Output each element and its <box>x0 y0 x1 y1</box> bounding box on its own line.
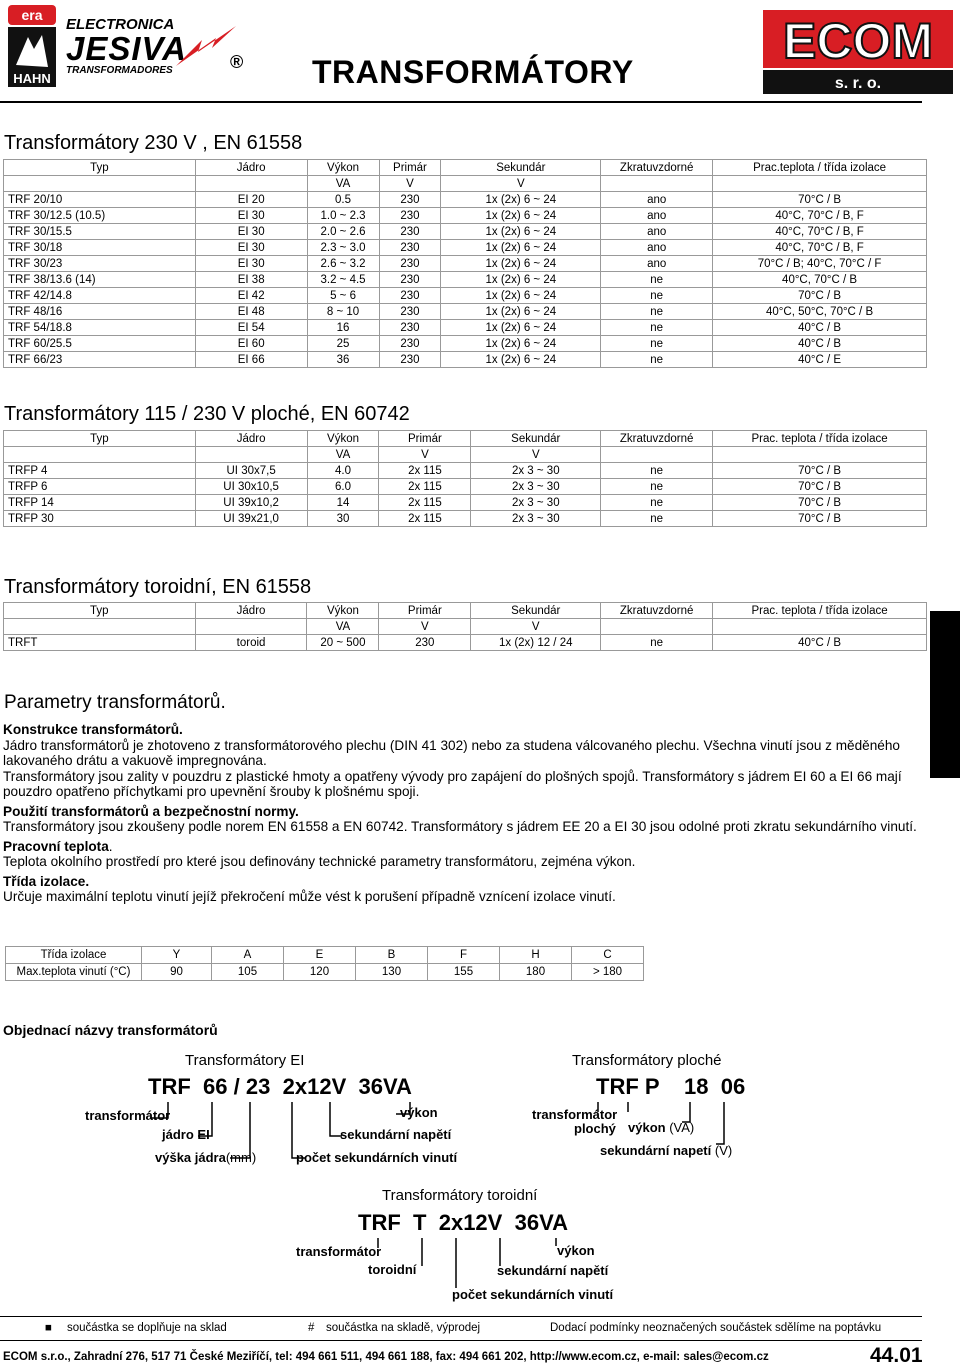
iso-cell: 120 <box>284 964 356 981</box>
table-row <box>4 352 927 368</box>
table-cell: ne <box>601 511 713 527</box>
table-row <box>4 256 927 272</box>
table-cell: 1x (2x) 6 ~ 24 <box>441 240 601 256</box>
table-units-row <box>4 176 927 192</box>
label-transformator: transformátor <box>85 1108 171 1123</box>
table-cell: ne <box>601 336 713 352</box>
section3-title: Transformátory toroidní, EN 61558 <box>4 576 312 598</box>
legend-item3: Dodací podmínky neoznačených součástek sdělíme na poptávku <box>550 1322 882 1334</box>
table-cell: 36 <box>307 352 379 368</box>
table-cell: 70°C / B <box>713 511 927 527</box>
table-cell: ne <box>601 495 713 511</box>
table-cell: ano <box>601 224 713 240</box>
table-cell: 40°C / B <box>713 320 927 336</box>
col-header: Prac.teplota / třída izolace <box>713 160 927 176</box>
params-p3: Transformátory jsou zkoušeny podle norem EN 61558 a EN 60742. Transformátory s jádrem EE 20 a EI 30 jsou odolné proti zkratu sekundárního vinutí. <box>3 819 917 834</box>
code-part: 12 <box>463 1210 488 1235</box>
col-header: Primár <box>379 603 471 619</box>
table-cell: TRFP 30 <box>4 511 196 527</box>
unit-cell: VA <box>307 619 379 635</box>
table-cell: EI 38 <box>195 272 307 288</box>
table-cell: 1x (2x) 6 ~ 24 <box>441 320 601 336</box>
table-cell: 40°C / B <box>713 336 927 352</box>
label-toroid-vykon: výkon <box>557 1243 595 1258</box>
table-cell: 40°C, 70°C / B, F <box>713 208 927 224</box>
unit-cell: V <box>379 447 471 463</box>
section2-table-body <box>4 463 927 527</box>
table-cell: 70°C / B <box>713 495 927 511</box>
code-part: 2 <box>282 1074 295 1099</box>
section1-table-body <box>4 192 927 368</box>
table-cell: TRFP 6 <box>4 479 196 495</box>
col-header: Typ <box>4 160 196 176</box>
label-flat-napeti-text: sekundární napetí <box>600 1143 712 1158</box>
ordering-ei-code <box>148 1074 412 1100</box>
table-cell: 2x 3 ~ 30 <box>471 511 601 527</box>
col-header: Jádro <box>195 160 307 176</box>
table-cell: 20 ~ 500 <box>307 635 379 651</box>
table-cell: 2x 3 ~ 30 <box>471 479 601 495</box>
params-p2: Transformátory jsou zality v pouzdru z plastické hmoty a opatřeny vývody pro zapájení do plošných spojů. Transformátory s jádrem EI 60 a EI 66 mají pouzdro opatřeno příchytkami pro upevnění šrouby k plošnému spoji. <box>3 768 902 799</box>
table-cell: ano <box>601 256 713 272</box>
table-cell: ano <box>601 208 713 224</box>
unit-cell <box>4 176 196 192</box>
section2-table <box>3 430 927 527</box>
table-cell: 70°C / B <box>713 479 927 495</box>
table-cell: 230 <box>379 304 441 320</box>
table-cell: EI 30 <box>195 240 307 256</box>
table-row <box>4 272 927 288</box>
table-cell: TRFT <box>4 635 196 651</box>
code-part: / <box>233 1074 240 1099</box>
table-cell: 40°C, 50°C, 70°C / B <box>713 304 927 320</box>
unit-cell <box>195 447 307 463</box>
era-logo-text: era <box>21 7 43 23</box>
table-cell: TRF 38/13.6 (14) <box>4 272 196 288</box>
col-header: Typ <box>4 431 196 447</box>
ordering-flat-heading: Transformátory ploché <box>572 1052 722 1069</box>
ordering-toroid-heading: Transformátory toroidní <box>382 1187 538 1204</box>
table-cell: ne <box>601 463 713 479</box>
table-cell: 2x 3 ~ 30 <box>471 463 601 479</box>
page-title: TRANSFORMÁTORY <box>312 54 634 90</box>
section-tab-letter: D <box>932 718 947 740</box>
table-cell: 5 ~ 6 <box>307 288 379 304</box>
table-row <box>4 208 927 224</box>
table-cell: 1x (2x) 6 ~ 24 <box>441 208 601 224</box>
hahn-logo-text: HAHN <box>13 71 51 86</box>
col-header: Jádro <box>195 603 307 619</box>
params-heading-temp: Pracovní teplota <box>3 838 109 854</box>
table-cell: 1x (2x) 6 ~ 24 <box>441 304 601 320</box>
table-cell: 230 <box>379 240 441 256</box>
iso-cell: 105 <box>212 964 284 981</box>
table-cell: toroid <box>195 635 307 651</box>
unit-cell <box>4 447 196 463</box>
unit-cell <box>713 447 927 463</box>
table-cell: TRF 30/15.5 <box>4 224 196 240</box>
label-flat-vykon-unit: (VA) <box>669 1120 695 1135</box>
params-p5: Určuje maximální teplotu vinutí jejíž překročení může vést k porušení případně vznícení izolace vinutí. <box>3 889 616 904</box>
label-vykon: výkon <box>400 1105 438 1120</box>
table-row <box>4 304 927 320</box>
params-heading-construction: Konstrukce transformátorů. <box>3 722 183 737</box>
col-header: Primár <box>379 431 471 447</box>
code-part: 06 <box>720 1074 746 1099</box>
table-cell: 40°C / B <box>713 635 927 651</box>
table-cell: 4.0 <box>307 463 379 479</box>
unit-cell <box>713 619 927 635</box>
section2-title: Transformátory 115 / 230 V ploché, EN 60742 <box>4 403 410 425</box>
col-header: Prac. teplota / třída izolace <box>713 431 927 447</box>
table-row <box>4 463 927 479</box>
ecom-logo-graphic <box>763 10 953 94</box>
table-cell: 6.0 <box>307 479 379 495</box>
table-cell: 1.0 ~ 2.3 <box>307 208 379 224</box>
params-p1: Jádro transformátorů je zhotoveno z transformátorového plechu (DIN 41 302) nebo za studena válcovaného plechu. Všechna vinutí jsou z měděného lakovaného drátu a vakuově impregnována. <box>3 737 900 768</box>
ordering-title: Objednací názvy transformátorů <box>3 1022 218 1038</box>
table-row <box>4 192 927 208</box>
table-cell: ne <box>601 479 713 495</box>
label-vyska-jadra-unit: (mm) <box>225 1150 257 1165</box>
table-row <box>6 947 644 964</box>
insulation-class-table <box>5 946 644 981</box>
iso-cell: Třída izolace <box>6 947 142 964</box>
table-cell: 2x 115 <box>379 511 471 527</box>
table-cell: 2.3 ~ 3.0 <box>307 240 379 256</box>
table-cell: 230 <box>379 288 441 304</box>
legend-item1-mark: ■ <box>45 1322 52 1334</box>
table-cell: 3.2 ~ 4.5 <box>307 272 379 288</box>
iso-cell: C <box>572 947 644 964</box>
table-cell: 1x (2x) 6 ~ 24 <box>441 352 601 368</box>
col-header: Zkratuvzdorné <box>601 603 713 619</box>
col-header: Sekundár <box>471 603 601 619</box>
col-header: Zkratuvzdorné <box>601 160 713 176</box>
table-row <box>4 320 927 336</box>
table-cell: 2x 115 <box>379 495 471 511</box>
params-title: Parametry transformátorů. <box>4 692 226 713</box>
table-cell: ano <box>601 240 713 256</box>
table-cell: 1x (2x) 6 ~ 24 <box>441 336 601 352</box>
table-cell: UI 39x21,0 <box>195 511 307 527</box>
col-header: Zkratuvzdorné <box>601 431 713 447</box>
code-part: V <box>487 1210 503 1235</box>
table-row <box>4 336 927 352</box>
table-cell: TRF 30/23 <box>4 256 196 272</box>
label-flat-transformator: transformátor <box>532 1107 618 1122</box>
ordering-ei-heading: Transformátory EI <box>185 1052 305 1069</box>
table-cell: UI 30x10,5 <box>195 479 307 495</box>
section3-table-body <box>4 635 927 651</box>
page-number: 44.01 <box>870 1344 923 1367</box>
table-cell: EI 42 <box>195 288 307 304</box>
footer-address: ECOM s.r.o., Zahradní 276, 517 71 České Meziříčí, tel: 494 661 511, 494 661 188, fax: 494 661 202, http://www.ecom.cz, e-mail: sales@ecom.cz <box>3 1351 769 1363</box>
code-part: 2 <box>438 1210 451 1235</box>
iso-cell: F <box>428 947 500 964</box>
brand-line3: TRANSFORMADORES <box>66 65 173 76</box>
section3-table <box>3 602 927 651</box>
col-header: Jádro <box>195 431 307 447</box>
table-cell: 1x (2x) 12 / 24 <box>471 635 601 651</box>
params-heading-temp-tail: . <box>108 838 113 854</box>
params-text <box>3 722 925 905</box>
ordering-flat-code <box>596 1074 745 1100</box>
table-cell: 40°C, 70°C / B, F <box>713 224 927 240</box>
footer-rule <box>0 1340 922 1341</box>
iso-cell: > 180 <box>572 964 644 981</box>
iso-cell: E <box>284 947 356 964</box>
table-cell: 2.6 ~ 3.2 <box>307 256 379 272</box>
iso-cell: Y <box>142 947 212 964</box>
brand-line2: JESIVA <box>66 30 187 67</box>
col-header: Výkon <box>307 160 379 176</box>
label-flat-plochy: plochý <box>574 1121 616 1136</box>
label-flat-vykon <box>628 1120 694 1135</box>
code-part: T <box>413 1210 427 1235</box>
table-cell: TRFP 4 <box>4 463 196 479</box>
table-cell: 230 <box>379 272 441 288</box>
table-cell: ne <box>601 304 713 320</box>
table-cell: ne <box>601 352 713 368</box>
table-cell: 1x (2x) 6 ~ 24 <box>441 288 601 304</box>
unit-cell: V <box>441 176 601 192</box>
col-header: Výkon <box>307 603 379 619</box>
label-toroid-toroidni: toroidní <box>368 1262 417 1277</box>
unit-cell <box>195 619 307 635</box>
table-cell: 70°C / B <box>713 463 927 479</box>
table-cell: EI 54 <box>195 320 307 336</box>
iso-cell: A <box>212 947 284 964</box>
table-cell: 30 <box>307 511 379 527</box>
table-cell: 230 <box>379 256 441 272</box>
table-cell: 1x (2x) 6 ~ 24 <box>441 224 601 240</box>
col-header: Typ <box>4 603 196 619</box>
code-part: TRF <box>358 1210 401 1235</box>
col-header: Primár <box>379 160 441 176</box>
code-part: 66 <box>203 1074 228 1099</box>
table-cell: EI 66 <box>195 352 307 368</box>
unit-cell <box>4 619 196 635</box>
era-hahn-logo-graphic <box>8 5 56 87</box>
unit-cell <box>601 447 713 463</box>
section-tab <box>930 611 960 778</box>
iso-cell: 155 <box>428 964 500 981</box>
table-row <box>4 479 927 495</box>
ecom-sub-text: s. r. o. <box>834 75 882 92</box>
legend-item2-mark: # <box>308 1322 315 1334</box>
table-cell: UI 39x10,2 <box>195 495 307 511</box>
legend-item1: součástka se doplňuje na sklad <box>67 1322 227 1334</box>
table-cell: 0.5 <box>307 192 379 208</box>
table-cell: 230 <box>379 192 441 208</box>
label-flat-napeti <box>600 1143 732 1158</box>
label-sekundarni-napeti: sekundární napětí <box>340 1127 452 1142</box>
code-part: V <box>331 1074 347 1099</box>
brand-line1: ELECTRONICA <box>66 16 175 33</box>
table-header-row <box>4 160 927 176</box>
col-header: Sekundár <box>471 431 601 447</box>
table-cell: 8 ~ 10 <box>307 304 379 320</box>
label-toroid-napeti: sekundární napětí <box>497 1263 609 1278</box>
unit-cell <box>713 176 927 192</box>
table-cell: TRF 30/18 <box>4 240 196 256</box>
table-cell: 230 <box>379 352 441 368</box>
unit-cell: V <box>471 447 601 463</box>
table-cell: 1x (2x) 6 ~ 24 <box>441 256 601 272</box>
table-cell: TRF 30/12.5 (10.5) <box>4 208 196 224</box>
label-flat-vykon-text: výkon <box>628 1120 666 1135</box>
iso-cell: 180 <box>500 964 572 981</box>
table-cell: TRF 48/16 <box>4 304 196 320</box>
iso-cell: 90 <box>142 964 212 981</box>
table-cell: TRF 66/23 <box>4 352 196 368</box>
table-header-row <box>4 431 927 447</box>
label-vyska-jadra <box>155 1150 256 1165</box>
table-units-row <box>4 619 927 635</box>
table-cell: 230 <box>379 635 471 651</box>
table-cell: 40°C, 70°C / B, F <box>713 240 927 256</box>
table-row <box>4 288 927 304</box>
label-toroid-transformator: transformátor <box>296 1244 382 1259</box>
legend-rule <box>0 1316 922 1317</box>
table-cell: ne <box>601 635 713 651</box>
code-part: 36VA <box>514 1210 568 1235</box>
code-part: TRF <box>148 1074 191 1099</box>
table-cell: 230 <box>379 208 441 224</box>
table-cell: UI 30x7,5 <box>195 463 307 479</box>
label-pocet-vinuti: počet sekundárních vinutí <box>296 1150 458 1165</box>
table-row <box>4 240 927 256</box>
table-cell: ne <box>601 320 713 336</box>
params-p4: Teplota okolního prostředí pro které jsou definovány technické parametry transformátoru, zejména výkon. <box>3 854 636 869</box>
table-cell: TRF 54/18.8 <box>4 320 196 336</box>
ecom-logo-text: ECOM <box>783 13 933 69</box>
code-part: 18 <box>684 1074 709 1099</box>
table-cell: EI 30 <box>195 256 307 272</box>
label-vyska-jadra-text: výška jádra <box>155 1150 226 1165</box>
code-part: 23 <box>245 1074 271 1099</box>
col-header: Výkon <box>307 431 379 447</box>
table-cell: EI 60 <box>195 336 307 352</box>
ecom-logo <box>763 10 953 94</box>
era-hahn-logo <box>8 5 56 87</box>
unit-cell: VA <box>307 176 379 192</box>
unit-cell: V <box>471 619 601 635</box>
table-cell: 40°C / E <box>713 352 927 368</box>
unit-cell <box>601 619 713 635</box>
code-part: TRF P <box>596 1074 660 1099</box>
unit-cell: VA <box>307 447 379 463</box>
table-cell: 14 <box>307 495 379 511</box>
label-toroid-pocet: počet sekundárních vinutí <box>452 1287 614 1302</box>
table-cell: 2x 3 ~ 30 <box>471 495 601 511</box>
params-heading-usage: Použití transformátorů a bezpečnostní normy. <box>3 803 299 819</box>
ordering-toroid-code <box>358 1210 568 1236</box>
label-jadro-ei: jádro EI <box>162 1127 210 1142</box>
unit-cell <box>195 176 307 192</box>
label-flat-napeti-unit: (V) <box>714 1143 733 1158</box>
table-cell: 230 <box>379 336 441 352</box>
code-part: x <box>450 1210 464 1235</box>
params-heading-insulation: Třída izolace. <box>3 873 90 889</box>
unit-cell <box>601 176 713 192</box>
table-cell: 2x 115 <box>379 479 471 495</box>
section1-table <box>3 159 927 368</box>
code-part: x <box>294 1074 308 1099</box>
table-header-row <box>4 603 927 619</box>
table-cell: EI 20 <box>195 192 307 208</box>
code-part: 12 <box>307 1074 332 1099</box>
table-cell: 230 <box>379 320 441 336</box>
table-cell: 1x (2x) 6 ~ 24 <box>441 272 601 288</box>
iso-cell: Max.teplota vinutí (°C) <box>6 964 142 981</box>
unit-cell: V <box>379 619 471 635</box>
table-cell: 1x (2x) 6 ~ 24 <box>441 192 601 208</box>
table-cell: EI 30 <box>195 224 307 240</box>
table-cell: 2x 115 <box>379 463 471 479</box>
table-cell: ne <box>601 288 713 304</box>
table-cell: EI 48 <box>195 304 307 320</box>
table-cell: TRF 20/10 <box>4 192 196 208</box>
table-cell: TRF 42/14.8 <box>4 288 196 304</box>
iso-cell: 130 <box>356 964 428 981</box>
table-row <box>4 511 927 527</box>
header-rule <box>0 101 922 103</box>
iso-cell: H <box>500 947 572 964</box>
registered-mark: ® <box>230 52 244 72</box>
table-row <box>4 495 927 511</box>
table-cell: 2.0 ~ 2.6 <box>307 224 379 240</box>
table-units-row <box>4 447 927 463</box>
table-cell: 40°C, 70°C / B <box>713 272 927 288</box>
section1-title: Transformátory 230 V , EN 61558 <box>4 132 303 154</box>
code-part: 36VA <box>358 1074 412 1099</box>
table-cell: 25 <box>307 336 379 352</box>
table-cell: 70°C / B <box>713 192 927 208</box>
table-cell: 70°C / B; 40°C, 70°C / F <box>713 256 927 272</box>
table-row <box>4 635 927 651</box>
col-header: Prac. teplota / třída izolace <box>713 603 927 619</box>
table-row <box>6 964 644 981</box>
table-cell: ano <box>601 192 713 208</box>
legend-item2: součástka na skladě, výprodej <box>326 1322 481 1334</box>
table-cell: TRF 60/25.5 <box>4 336 196 352</box>
table-cell: 70°C / B <box>713 288 927 304</box>
table-row <box>4 224 927 240</box>
col-header: Sekundár <box>441 160 601 176</box>
iso-cell: B <box>356 947 428 964</box>
table-cell: TRFP 14 <box>4 495 196 511</box>
unit-cell: V <box>379 176 441 192</box>
table-cell: EI 30 <box>195 208 307 224</box>
table-cell: 230 <box>379 224 441 240</box>
table-cell: 16 <box>307 320 379 336</box>
table-cell: ne <box>601 272 713 288</box>
